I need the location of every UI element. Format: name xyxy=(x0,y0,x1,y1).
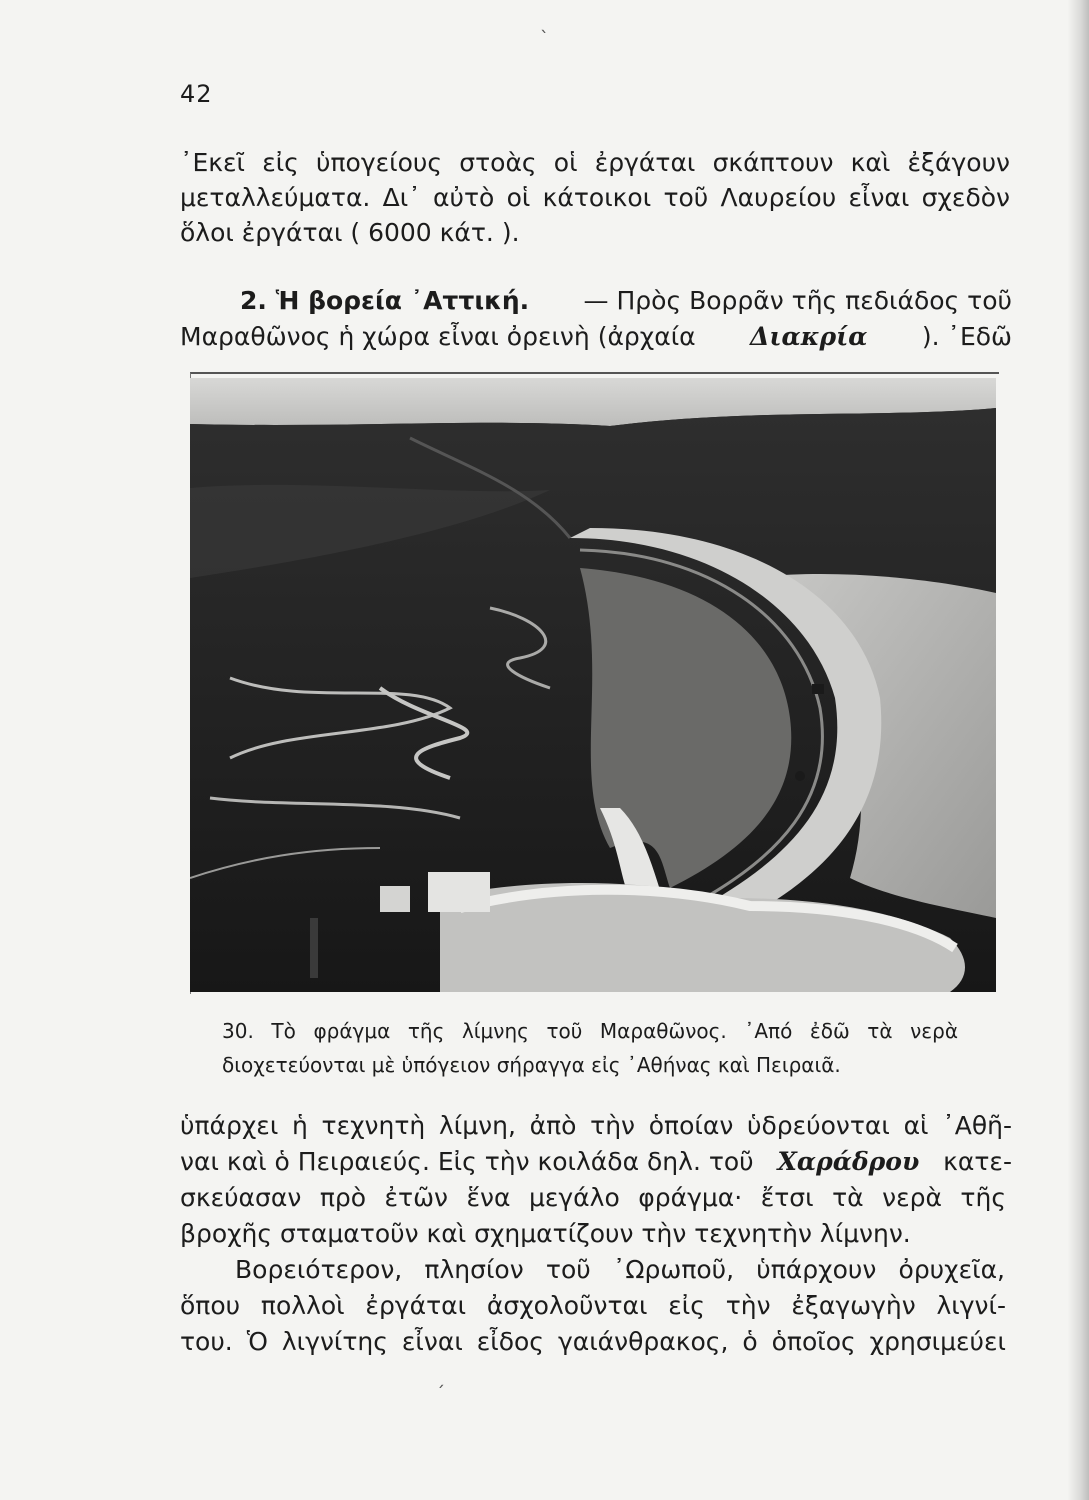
text-segment: Μαραθῶνος ἡ χώρα εἶναι ὀρεινὴ (ἀρχαία xyxy=(180,322,696,351)
section-heading: 2. Ἡ βορεία ᾿Αττική. xyxy=(240,286,530,315)
page-edge-shadow xyxy=(1067,0,1089,1500)
paragraph-line: ὅλοι ἐργάται ( 6000 κάτ. ). xyxy=(180,218,520,247)
paragraph-line: σκεύασαν πρὸ ἐτῶν ἕνα μεγάλο φράγμα· ἔτσι τὰ νερὰ τῆς xyxy=(180,1183,1006,1212)
italic-term: Διακρία xyxy=(750,322,868,351)
section-heading-line xyxy=(240,286,1012,316)
paragraph-line: του. Ὁ λιγνίτης εἶναι εἶδος γαιάνθρακος, ὁ ὁποῖος χρησιμεύει xyxy=(180,1327,1006,1356)
section-heading-rest: — Πρὸς Βορρᾶν τῆς πεδιάδος τοῦ xyxy=(583,286,1012,315)
scan-mark: ˋ xyxy=(540,28,549,49)
italic-term: Χαράδρου xyxy=(777,1147,920,1176)
dam-photograph xyxy=(190,378,996,992)
paragraph-line: ὅπου πολλοὶ ἐργάται ἀσχολοῦνται εἰς τὴν ἐξαγωγὴν λιγνί- xyxy=(180,1291,1006,1320)
text-segment: κατε- xyxy=(943,1147,1012,1176)
scan-mark: ˏ xyxy=(436,1368,445,1389)
paragraph-line xyxy=(180,322,1012,352)
paragraph-line: μεταλλεύματα. Δι᾿ αὐτὸ οἱ κάτοικοι τοῦ Λαυρείου εἶναι σχεδὸν xyxy=(180,183,1010,212)
paragraph-line: Βορειότερον, πλησίον τοῦ ᾿Ωρωποῦ, ὑπάρχουν ὀρυχεῖα, xyxy=(235,1255,1005,1284)
figure-caption-line: 30. Τὸ φράγμα τῆς λίμνης τοῦ Μαραθῶνος. ᾿Από ἐδῶ τὰ νερὰ xyxy=(222,1019,958,1043)
paragraph-line xyxy=(180,1147,1012,1177)
text-segment: ναι καὶ ὁ Πειραιεύς. Εἰς τὴν κοιλάδα δηλ. τοῦ xyxy=(180,1147,754,1176)
paragraph-line: ᾿Εκεῖ εἰς ὑπογείους στοὰς οἱ ἐργάται σκάπτουν καὶ ἐξάγουν xyxy=(180,148,1010,177)
paragraph-line: ὑπάρχει ἡ τεχνητὴ λίμνη, ἀπὸ τὴν ὁποίαν ὑδρεύονται αἱ ᾿Αθῆ- xyxy=(180,1111,1012,1140)
paragraph-line: βροχῆς σταματοῦν καὶ σχηματίζουν τὴν τεχνητὴν λίμνην. xyxy=(180,1219,911,1248)
figure-caption-line: διοχετεύονται μὲ ὑπόγειον σήραγγα εἰς ᾿Αθήνας καὶ Πειραιᾶ. xyxy=(222,1053,841,1077)
page-number: 42 xyxy=(180,80,213,108)
text-segment: ). ᾿Εδῶ xyxy=(921,322,1012,351)
